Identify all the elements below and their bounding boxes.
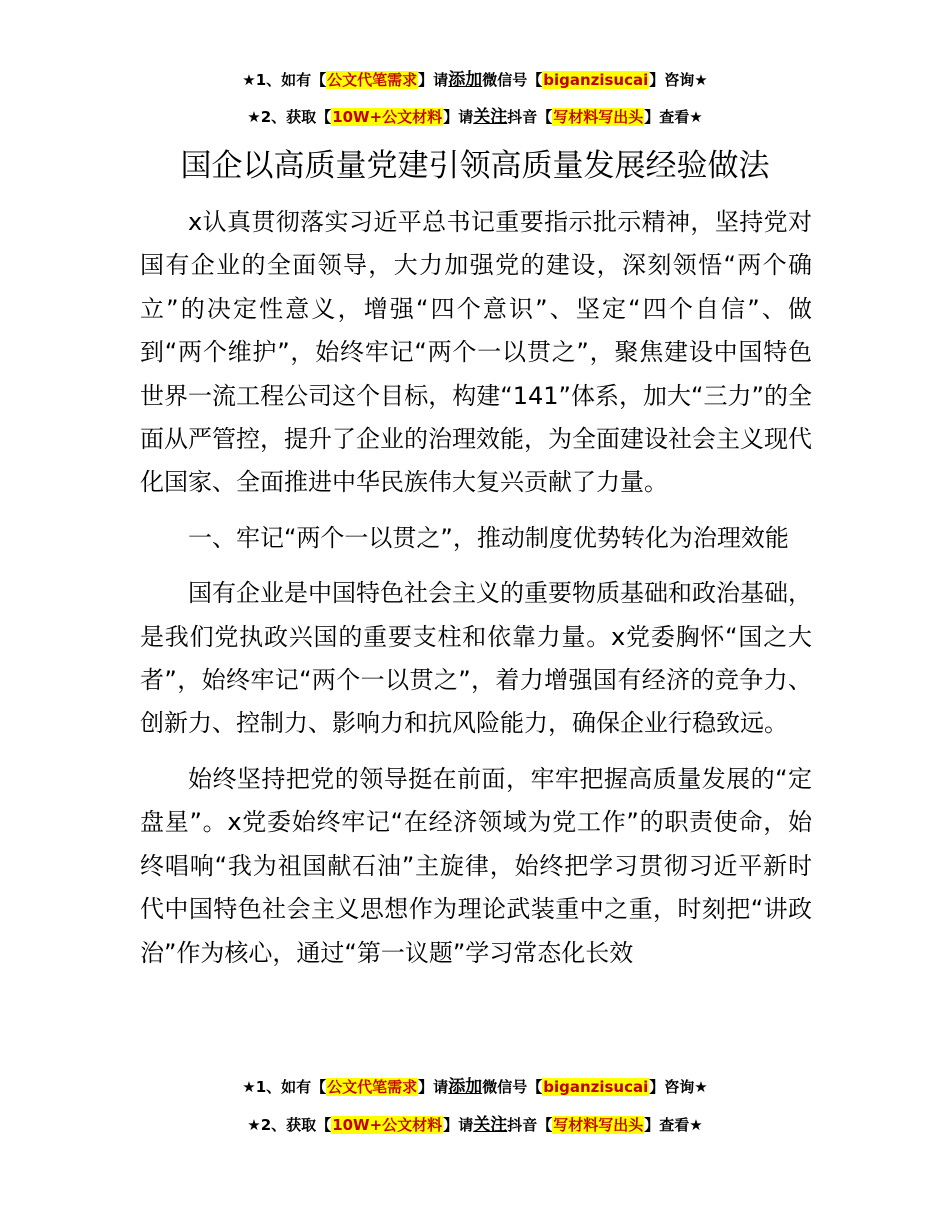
paragraph: 始终坚持把党的领导挺在前面，牢牢把握高质量发展的“定盘星”。x党委始终牢记“在经济领域为党工作”的职责使命，始终唱响“我为祖国献石油”主旋律，始终把学习贯彻习近平新时代中国特色社会主义思想作为理论武装重中之重，时刻把“讲政治”作为核心，通过“第一议题”学习常态化长效 [140,764,812,967]
banner-text: ★1、如有【 [242,1078,327,1096]
underlined-word: 添加 [448,70,483,90]
banner-text: 微信号【 [482,1078,543,1096]
bottom-banner-line-2 [0,1114,950,1136]
document-title: 国企以高质量党建引领高质量发展经验做法 [180,148,770,184]
highlight-service: 公文代笔需求 [327,1078,418,1096]
underlined-word: 关注 [473,1115,508,1135]
paragraph: x认真贯彻落实习近平总书记重要指示批示精神，坚持党对国有企业的全面领导，大力加强党的建设，深刻领悟“两个确立”的决定性意义，增强“四个意识”、坚定“四个自信”、做到“两个维护”，始终牢记“两个一以贯之”，聚焦建设中国特色世界一流工程公司这个目标，构建“141”体系，加大“三力”的全面从严管控，提升了企业的治理效能，为全面建设社会主义现代化国家、全面推进中华民族伟大复兴贡献了力量。 [140,208,812,497]
douyin-account: 写材料写出头 [553,108,644,126]
banner-text: 】查看★ [644,1116,703,1134]
underlined-word: 添加 [448,1077,483,1097]
highlight-materials: 10W+公文材料 [332,1116,443,1134]
document-body [140,201,812,975]
banner-text: 】咨询★ [649,71,708,89]
banner-text: 】请 [418,71,449,89]
underlined-word: 关注 [473,107,508,127]
top-banner-line-1 [0,69,950,91]
banner-text: 】请 [418,1078,449,1096]
banner-text: ★2、获取【 [247,108,332,126]
bottom-banner-line-1 [0,1076,950,1098]
wechat-id: biganzisucai [543,71,649,89]
section-heading: 一、牢记“两个一以贯之”，推动制度优势转化为治理效能 [188,523,789,552]
paragraph: 国有企业是中国特色社会主义的重要物质基础和政治基础，是我们党执政兴国的重要支柱和依靠力量。x党委胸怀“国之大者”，始终牢记“两个一以贯之”，着力增强国有经济的竞争力、创新力、控制力、影响力和抗风险能力，确保企业行稳致远。 [140,579,812,738]
banner-text: 】咨询★ [649,1078,708,1096]
douyin-account: 写材料写出头 [553,1116,644,1134]
banner-text: ★2、获取【 [247,1116,332,1134]
banner-text: 】请 [443,108,474,126]
banner-text: 抖音【 [507,108,553,126]
banner-text: 抖音【 [507,1116,553,1134]
banner-text: 微信号【 [482,71,543,89]
wechat-id: biganzisucai [543,1078,649,1096]
highlight-materials: 10W+公文材料 [332,108,443,126]
banner-text: 】查看★ [644,108,703,126]
banner-text: ★1、如有【 [242,71,327,89]
banner-text: 】请 [443,1116,474,1134]
top-banner-line-2 [0,106,950,128]
highlight-service: 公文代笔需求 [327,71,418,89]
